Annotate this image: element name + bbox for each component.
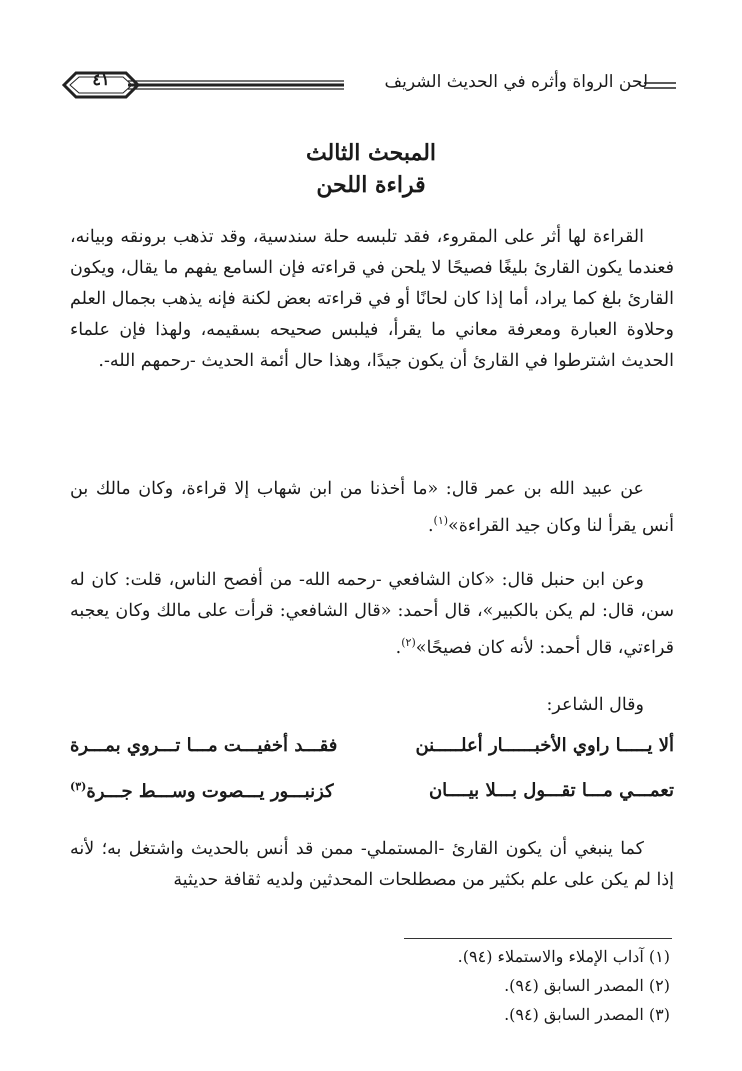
- paragraph-quote-2-text: وعن ابن حنبل قال: «كان الشافعي -رحمه الله- من أفصح الناس، قلت: كان له سن، قال: لم يكن بالكبير»، قال أحمد: «قال الشافعي: قرأت على مالك وكان يعجبه قراءتي، قال أحمد: لأنه كان فصيحًا»: [70, 570, 674, 658]
- footnote-ref-1: (١): [433, 514, 449, 527]
- book-title: لحن الرواة وأثره في الحديث الشريف: [384, 72, 648, 92]
- section-heading: المبحث الثالث: [305, 140, 437, 166]
- section-title: قراءة اللحن: [316, 172, 426, 198]
- verse-2-first-hemistich: تعمـــي مـــا تقـــول بـــلا بيــــان: [428, 780, 674, 801]
- footnote-3: (٣) المصدر السابق (٩٤).: [504, 1005, 670, 1024]
- paragraph-quote-1-text: عن عبيد الله بن عمر قال: «ما أخذنا من ابن شهاب إلا قراءة، وكان مالك بن أنس يقرأ لنا وكان جيد القراءة»: [70, 479, 674, 536]
- footnote-1: (١) آداب الإملاء والاستملاء (٩٤).: [457, 947, 670, 966]
- paragraph-conclusion: كما ينبغي أن يكون القارئ -المستملي- ممن قد أنس بالحديث واشتغل به؛ لأنه إذا لم يكن على علم بكثير من مصطلحات المحدثين ولديه ثقافة حديثية: [70, 839, 674, 890]
- footnotes: [200, 942, 670, 1029]
- footnote-2: (٢) المصدر السابق (٩٤).: [504, 976, 670, 995]
- verse-2-second-hemistich-text: كزنبـــور يـــصوت وســـط جـــرة: [86, 781, 334, 802]
- poem-verse-1: [70, 735, 674, 765]
- verse-1-second-hemistich: فقـــد أخفيـــت مـــا تـــروي بمـــرة: [70, 735, 338, 756]
- verse-2-second-hemistich: [70, 780, 350, 802]
- footnote-divider: [404, 938, 672, 939]
- poem-verse-2: [70, 780, 674, 810]
- poet-intro: وقال الشاعر:: [546, 695, 644, 715]
- paragraph-intro: القراءة لها أثر على المقروء، فقد تلبسه حلة سندسية، وقد تذهب برونقه وبيانه، فعندما يكون القارئ بليغًا فصيحًا لا يلحن في قراءته فإن السامع يفهم ما يقال، ويكون القارئ بلغ كما يراد، أما إذا كان لحانًا أو في قراءته بعض لكنة فإنه يذهب بجمال العلم وحلاوة العبارة ومعرفة معاني ما يقرأ، فيلبس صحيحه بسقيمه، ولهذا فإن علماء الحديث اشترطوا في القارئ أن يكون جيدًا، وهذا حال أئمة الحديث -رحمهم الله-.: [70, 227, 674, 371]
- paragraph-quote-2: وعن ابن حنبل قال: «كان الشافعي -رحمه الله- من أفصح الناس، قلت: كان له سن، قال: لم يكن بالكبير»، قال أحمد: «قال الشافعي: قرأت على مالك وكان يعجبه قراءتي، قال أحمد: لأنه كان فصيحًا»$^{(٢)}$.: [70, 570, 674, 658]
- page-number: ٤١: [92, 70, 110, 89]
- running-header: [62, 70, 676, 104]
- footnote-ref-2: (٢): [401, 636, 416, 649]
- verse-1-first-hemistich: ألا يـــــا راوي الأخبــــــار أعلـــــنن: [415, 735, 674, 756]
- footnote-ref-3: (٣): [70, 780, 87, 793]
- paragraph-quote-1: عن عبيد الله بن عمر قال: «ما أخذنا من ابن شهاب إلا قراءة، وكان مالك بن أنس يقرأ لنا وكان جيد القراءة»$^{(١)}$.: [70, 479, 674, 536]
